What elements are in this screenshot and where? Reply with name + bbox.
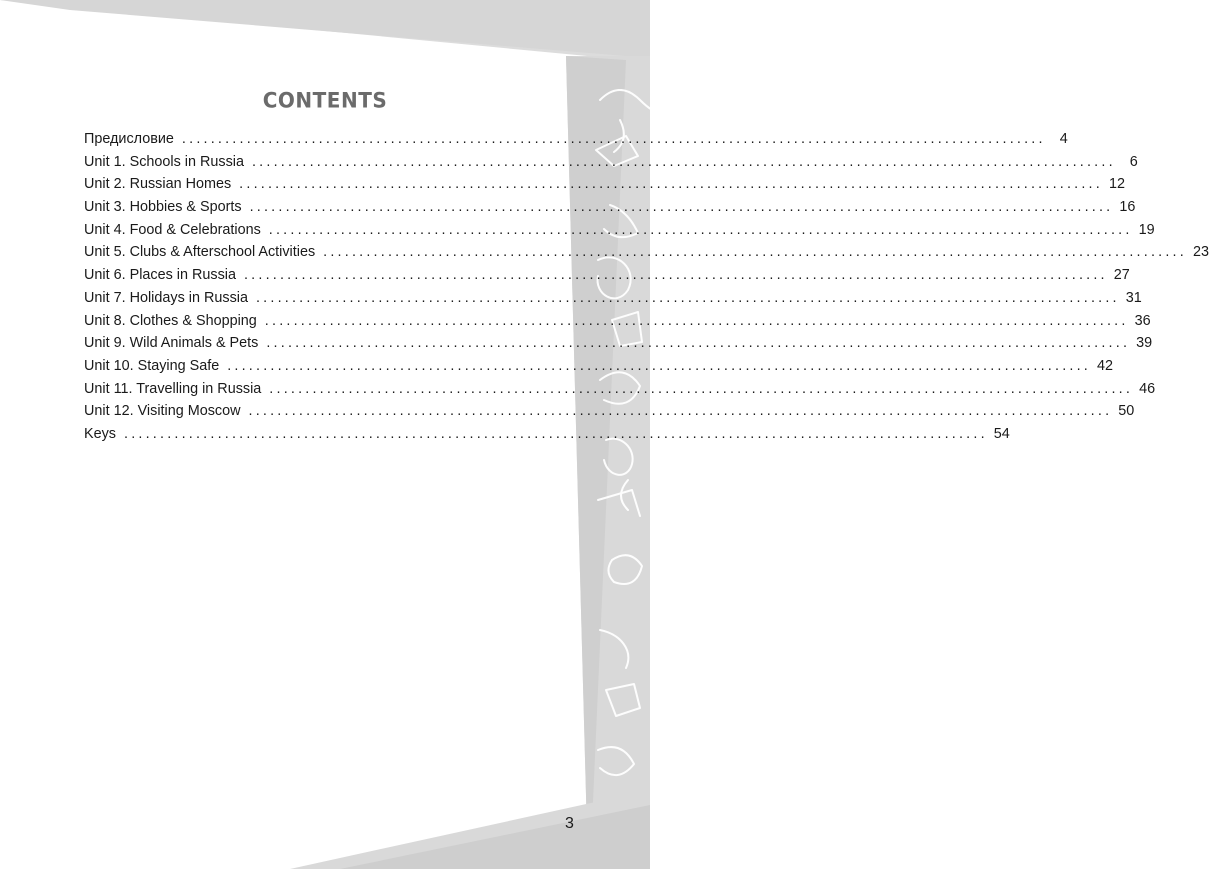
dot-leader: ........................................................................................................................ <box>181 131 1046 147</box>
dot-leader: ........................................................................................................................ <box>266 335 1131 352</box>
toc-entry <box>84 289 1142 313</box>
toc-entry-page: 27 <box>1113 267 1130 284</box>
toc-entry-label: Unit 6. Places in Russia <box>84 267 236 284</box>
toc-entry <box>84 199 1136 222</box>
dot-leader: ........................................................................................................................ <box>269 380 1134 397</box>
dot-leader: ........................................................................................................................ <box>323 244 1187 261</box>
toc-entry-page: 6 <box>1129 153 1138 170</box>
toc-entry-page: 42 <box>1097 357 1114 374</box>
toc-entry-label: Unit 8. Clothes & Shopping <box>84 312 257 329</box>
toc-entry-page: 50 <box>1118 403 1135 420</box>
toc-entry-label: Keys <box>84 425 116 442</box>
toc-entry <box>84 403 1135 426</box>
dot-leader: ........................................................................................................................ <box>249 199 1114 216</box>
toc-entry <box>84 335 1153 358</box>
dot-leader: ........................................................................................................................ <box>255 289 1120 306</box>
toc-entry <box>84 425 1010 449</box>
toc-entry <box>84 221 1155 245</box>
toc-entry <box>84 244 1209 267</box>
dot-leader: ........................................................................................................................ <box>264 312 1129 329</box>
table-of-contents <box>84 131 1209 449</box>
toc-entry <box>84 380 1156 404</box>
toc-entry-page: 36 <box>1134 312 1151 329</box>
toc-entry-page: 16 <box>1119 199 1136 216</box>
toc-entry-page: 19 <box>1138 221 1155 238</box>
toc-entry-label: Unit 7. Holidays in Russia <box>84 289 248 306</box>
dot-leader: ........................................................................................................................ <box>248 403 1113 420</box>
dot-leader: ........................................................................................................................ <box>227 357 1091 374</box>
toc-entry <box>84 131 1068 154</box>
toc-entry-label: Unit 11. Travelling in Russia <box>84 380 262 397</box>
toc-entry-page: 54 <box>993 425 1010 442</box>
toc-entry-page: 23 <box>1192 244 1209 261</box>
toc-entry-label: Предисловие <box>84 131 174 147</box>
toc-entry <box>84 312 1151 336</box>
toc-entry-label: Unit 1. Schools in Russia <box>84 153 244 170</box>
toc-entry <box>84 176 1125 199</box>
dot-leader: ........................................................................................................................ <box>268 221 1133 238</box>
dot-leader: ........................................................................................................................ <box>251 153 1116 170</box>
toc-entry-page: 4 <box>1059 131 1068 147</box>
toc-entry <box>84 267 1130 290</box>
toc-entry-page: 46 <box>1139 380 1156 397</box>
toc-entry-label: Unit 4. Food & Celebrations <box>84 221 261 238</box>
toc-entry-page: 12 <box>1108 176 1125 193</box>
dot-leader: ........................................................................................................................ <box>124 425 988 442</box>
toc-entry-label: Unit 2. Russian Homes <box>84 176 232 193</box>
toc-entry-page: 31 <box>1125 289 1142 306</box>
toc-entry-page: 39 <box>1136 335 1153 352</box>
toc-entry-label: Unit 5. Clubs & Afterschool Activities <box>84 244 316 261</box>
toc-entry <box>84 153 1138 177</box>
toc-entry-label: Unit 3. Hobbies & Sports <box>84 199 242 216</box>
toc-entry <box>84 357 1114 381</box>
dot-leader: ........................................................................................................................ <box>243 267 1108 284</box>
toc-entry-label: Unit 12. Visiting Moscow <box>84 403 241 420</box>
dot-leader: ........................................................................................................................ <box>239 176 1103 193</box>
toc-entry-label: Unit 9. Wild Animals & Pets <box>84 335 259 352</box>
page-title: CONTENTS <box>262 87 388 113</box>
page-number: 3 <box>565 815 574 832</box>
toc-entry-label: Unit 10. Staying Safe <box>84 357 220 374</box>
